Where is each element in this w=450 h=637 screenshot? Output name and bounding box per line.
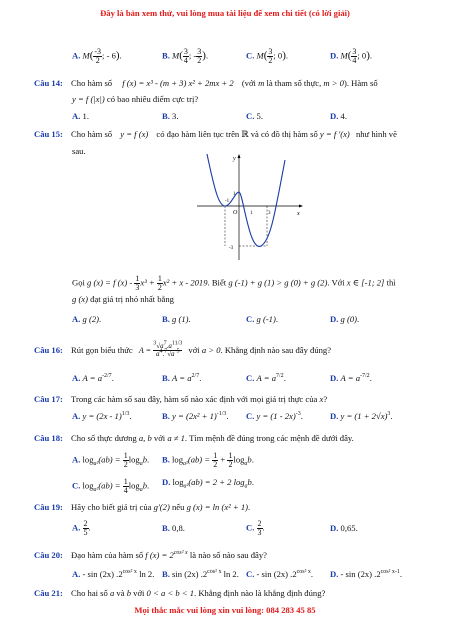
- q16-option-d[interactable]: D. $A = a^{-7/2}$.: [330, 373, 372, 383]
- q13-option-d[interactable]: D. M( $\frac{3}{4}$ ; 0).: [330, 47, 373, 65]
- y-axis-arrow: [238, 154, 241, 158]
- q17-option-b[interactable]: B. $y = (2x^2 + 1)^{-1/3}$.: [162, 411, 229, 421]
- q13-option-b[interactable]: B. M( $\frac{3}{4}$ ; - $\frac{3}{2}$ ).: [162, 47, 209, 65]
- q14-option-d[interactable]: D. 4.: [330, 111, 347, 121]
- question-number: Câu 15:: [34, 129, 63, 139]
- contact-footer: Mọi thắc mắc vui lòng xin vui lòng: 084 283 45 85: [134, 605, 316, 615]
- question-number: Câu 21:: [34, 588, 63, 598]
- y-axis-label: y: [233, 156, 236, 162]
- question-number: Câu 18:: [34, 433, 63, 443]
- q17-option-c[interactable]: C. y = (1 - 2x)$^{-3}$.: [246, 411, 303, 421]
- q19-option-b[interactable]: B. 0,8.: [162, 523, 185, 533]
- q15-option-a[interactable]: A. g (2).: [72, 314, 102, 324]
- q19-option-d[interactable]: D. 0,65.: [330, 523, 358, 533]
- preview-header: Đây là bản xem thử, vui lòng mua tài liệu để xem chi tiết (có lời giải): [100, 8, 350, 18]
- document-page: Đây là bản xem thử, vui lòng mua tài liệu để xem chi tiết (có lời giải) A. M( $\frac{-3}{2}$ ; - 6). B. M( $\frac{3}{4}$ ; - $\frac{3}{2}$ ). C. M( $\frac{3}{2}$ ; 0). D. M( $\frac{3}{4}$ ; 0). Câu 14: Cho hàm số f (x) = x³ - (m + 3) x² + 2mx + 2 (với m là tham số thực, m > 0). Hàm số y = f (|x|) có bao nhiêu điểm cực trị? A. 1. B. 3. C. 5. D. 4. Câu 15: Cho hàm số y = f (x) có đạo hàm liên tục trên ℝ và có đồ thị hàm số y = f ′(x) như hình vẽ sau. y x O -1 1 3 1 -3 Gọi g (x) = f (x) - $\frac{1}{3}$ x³ + $\frac{1}{2}$ x² + x - 2019. Biết g (-1) + g (1) > g (0) + g (2). Với x ∈ [-1; 2] thì g (x) đạt giá trị nhỏ nhất bằng A. g (2). B. g (1). C. g (-1). D. g (0). Câu 16: Rút gọn biểu thức A = $\frac{^3√a^7.a^{11/3}}{a^4.^7√a^{-5}}$ với a > 0. Khẳng định nào sau đây đúng? A. $A = a^{-2/7}$. B. $A = a^{2/7}$. C. $A = a^{7/2}$. D. $A = a^{-7/2}$. Câu 17: Trong các hàm số sau đây, hàm số nào xác định với mọi giá trị thực của x? A. y = (2x - 1)$^{1/3}$. B. $y = (2x^2 + 1)^{-1/3}$. C. y = (1 - 2x)$^{-3}$. D. $y = (1 + 2√x)^3$. Câu 18: Cho số thực dương a, b với a ≠ 1. Tìm mệnh đề đúng trong các mệnh đề dưới đây. A. $\log_{a^2}(ab)$ = $\frac{1}{2}$ $\log_ab$. B. $\log_{a^2}(ab)$ = $\frac{1}{2}$ + $\frac{1}{2}$ $\log_ab$. C. $\log_{a^2}(ab)$ = $\frac{1}{4}$ $\log_ab$. D. $\log_{a^2}(ab) = 2 + 2$ $\log_ab$. Câu 19: Hãy cho biết giá trị của g′(2) nếu g (x) = ln (x² + 1). A. $\frac{2}{5}$ . B. 0,8. C. $\frac{2}{3}$ . D. 0,65. Câu 20: Đạo hàm của hàm số f $(x) = 2^{cos^2 x}$ là nào số nào sau đây? A. - sin (2x) $.2^{cos^2 x}$ ln 2. B. sin (2x) $.2^{cos^2 x}$ ln 2. C. - sin (2x) $.2^{cos^2 x}$. D. - sin (2x) $.2^{cos^2 x-1}$. Câu 21: Cho hai số a và b với 0 < a < b < 1. Khẳng định nào là khẳng định đúng? Mọi thắc mắc vui lòng xin vui lòng: 084 283 45 85: [0, 0, 450, 637]
- q20-option-a[interactable]: A. - sin (2x) $.2^{cos^2 x}$ ln 2.: [72, 569, 155, 579]
- question-number: Câu 16:: [34, 344, 63, 355]
- q13-option-a[interactable]: A. M( $\frac{-3}{2}$ ; - 6).: [72, 47, 122, 65]
- question-number: Câu 19:: [34, 502, 63, 512]
- origin-label: O: [233, 210, 238, 216]
- svg-text:1: 1: [233, 192, 236, 197]
- q19-option-a[interactable]: A. $\frac{2}{5}$ .: [72, 519, 91, 537]
- svg-text:1: 1: [250, 211, 253, 216]
- q14-option-a[interactable]: A. 1.: [72, 111, 89, 121]
- q17-option-a[interactable]: A. y = (2x - 1)$^{1/3}$.: [72, 411, 132, 421]
- q18-option-a[interactable]: A. $\log_{a^2}(ab)$ = $\frac{1}{2}$ $\log_ab$.: [72, 451, 150, 469]
- x-axis-arrow: [299, 205, 303, 208]
- q18-option-b[interactable]: B. $\log_{a^2}(ab)$ = $\frac{1}{2}$ + $\frac{1}{2}$ $\log_ab$.: [162, 451, 254, 469]
- q20-option-b[interactable]: B. sin (2x) $.2^{cos^2 x}$ ln 2.: [162, 569, 239, 579]
- x-axis-label: x: [297, 211, 300, 217]
- q16-option-b[interactable]: B. $A = a^{2/7}$.: [162, 373, 202, 383]
- svg-text:-3: -3: [229, 246, 234, 251]
- svg-text:3: 3: [268, 211, 271, 216]
- q20-option-c[interactable]: C. - sin (2x) $.2^{cos^2 x}$.: [246, 569, 314, 579]
- q15-option-b[interactable]: B. g (1).: [162, 314, 191, 324]
- derivative-graph: [195, 152, 305, 264]
- q15-option-c[interactable]: C. g (-1).: [246, 314, 278, 324]
- q15-option-d[interactable]: D. g (0).: [330, 314, 360, 324]
- q18-option-c[interactable]: C. $\log_{a^2}(ab)$ = $\frac{1}{4}$ $\log_ab$.: [72, 477, 150, 495]
- q19-option-c[interactable]: C. $\frac{2}{3}$ .: [246, 519, 265, 537]
- q16-option-a[interactable]: A. $A = a^{-2/7}$.: [72, 373, 114, 383]
- q18-option-d[interactable]: D. $\log_{a^2}(ab) = 2 + 2$ $\log_ab$.: [162, 477, 254, 490]
- q14-option-b[interactable]: B. 3.: [162, 111, 179, 121]
- q17-option-d[interactable]: D. $y = (1 + 2√x)^3$.: [330, 411, 393, 421]
- expression-A: A = $\frac{^3√a^7.a^{11/3}}{a^4.^7√a^{-5}}$: [138, 340, 183, 359]
- question-number: Câu 17:: [34, 394, 63, 404]
- question-number: Câu 20:: [34, 550, 63, 560]
- derivative-curve: [207, 154, 285, 246]
- q14-option-c[interactable]: C. 5.: [246, 111, 263, 121]
- question-number: Câu 14:: [34, 78, 63, 88]
- q20-option-d[interactable]: D. - sin (2x) $.2^{cos^2 x-1}$.: [330, 569, 403, 579]
- q13-option-c[interactable]: C. M( $\frac{3}{2}$ ; 0).: [246, 47, 289, 65]
- q16-option-c[interactable]: C. $A = a^{7/2}$.: [246, 373, 286, 383]
- svg-text:-1: -1: [225, 199, 230, 204]
